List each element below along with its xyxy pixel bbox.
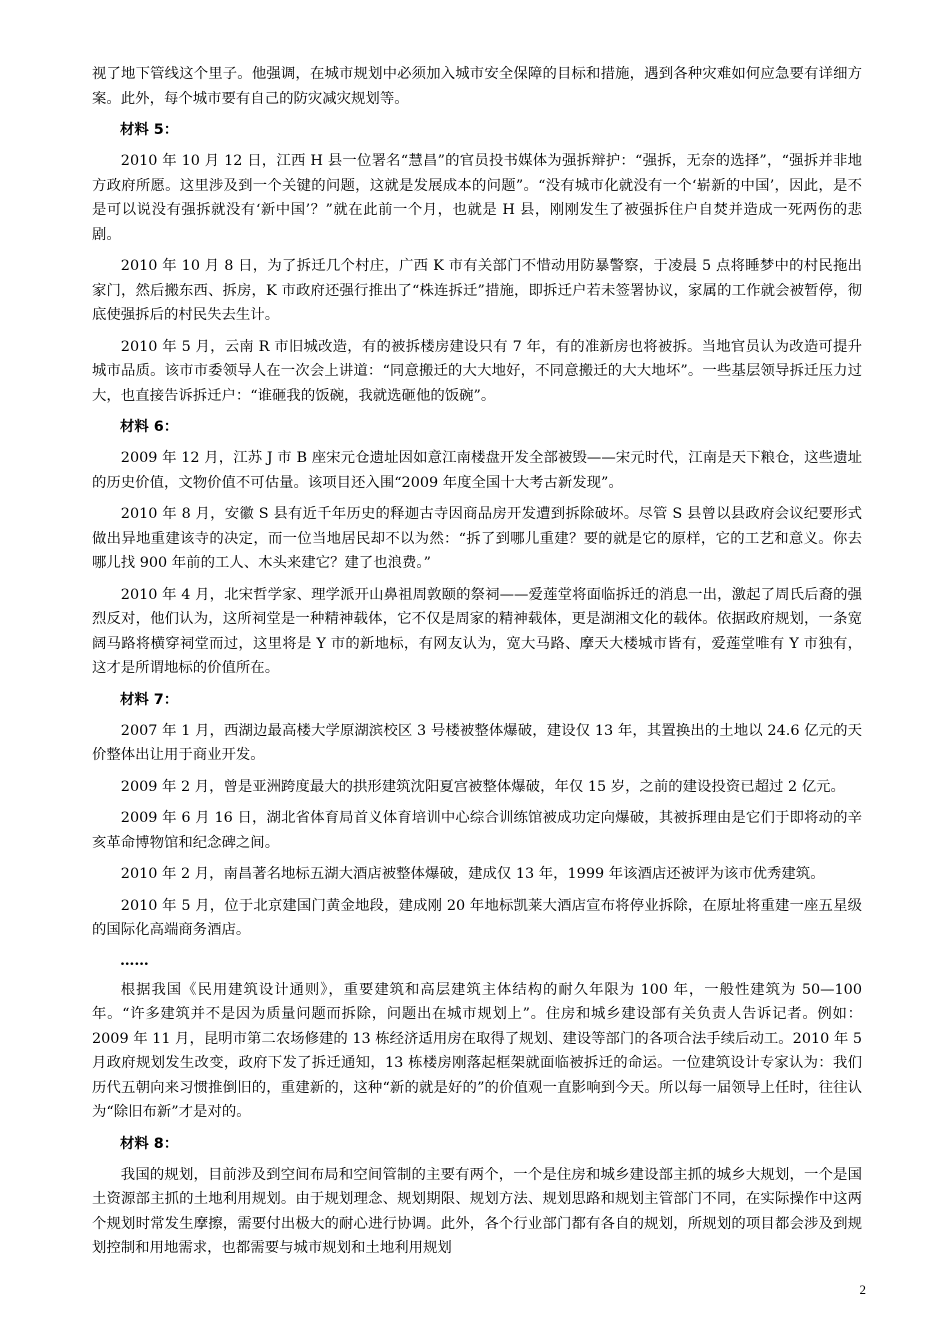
material-5-paragraph-1: 2010 年 10 月 12 日，江西 H 县一位署名“慧昌”的官员投书媒体为强拆辩护：“强拆，无奈的选择”，“强拆并非地方政府所愿。这里涉及到一个关键的问题，这就是发展成本的问题”。“没有城市化就没有一个‘崭新的中国’，因此，是不是可以说没有强拆就没有‘新中国’？”就在此前一个月，也就是 H 县，刚刚发生了被强拆住户自焚并造成一死两伤的悲剧。 [92,153,862,243]
material-5-heading: 材料 5： [120,122,179,138]
intro-paragraph: 视了地下管线这个里子。他强调，在城市规划中必须加入城市安全保障的目标和措施，遇到各种灾难如何应急要有详细方案。此外，每个城市要有自己的防灾减灾规划等。 [92,66,862,107]
material-8-heading: 材料 8： [120,1135,179,1152]
material-5-paragraph-3: 2010 年 5 月，云南 R 市旧城改造，有的被拆楼房建设只有 7 年，有的准新房也将被拆。当地官员认为改造可提升城市品质。该市市委领导人在一次会上讲道：“同意搬迁的大大地好，不同意搬迁的大大地坏”。一些基层领导拆迁压力过大，也直接告诉拆迁户：“谁砸我的饭碗，我就选砸他的饭碗”。 [92,338,862,404]
page-number: 2 [859,1282,866,1297]
material-8-paragraph-1: 我国的规划，目前涉及到空间布局和空间管制的主要有两个，一个是住房和城乡建设部主抓的城乡大规划，一个是国土资源部主抓的土地利用规划。由于规划理念、规划期限、规划方法、规划思路和规划主管部门不同，在实际操作中这两个规划时常发生摩擦，需要付出极大的耐心进行协调。此外，各个行业部门都有各自的规划，所规划的项目都会涉及到规划控制和用地需求，也都需要与城市规划和土地利用规划 [92,1166,862,1256]
ellipsis: …… [120,951,149,969]
material-7-paragraph-5: 2010 年 5 月，位于北京建国门黄金地段，建成刚 20 年地标凯莱大酒店宣布将停业拆除，在原址将重建一座五星级的国际化高端商务酒店。 [92,897,862,938]
material-7-paragraph-1: 2007 年 1 月，西湖边最高楼大学原湖滨校区 3 号楼被整体爆破，建设仅 13 年，其置换出的土地以 24.6 亿元的天价整体出让用于商业开发。 [92,722,862,763]
material-7-paragraph-3: 2009 年 6 月 16 日，湖北省体育局首义体育培训中心综合训练馆被成功定向爆破，其被拆理由是它们于即将动的辛亥革命博物馆和纪念碑之间。 [92,810,862,851]
material-5-paragraph-2: 2010 年 10 月 8 日，为了拆迁几个村庄，广西 K 市有关部门不惜动用防暴警察，于凌晨 5 点将睡梦中的村民拖出家门，然后搬东西、拆房，K 市政府还强行推出了“株连拆迁”措施，即拆迁户若未签署协议，家属的工作就会被暂停，彻底使强拆后的村民失去生计。 [92,258,862,323]
material-6-paragraph-3: 2010 年 4 月，北宋哲学家、理学派开山鼻祖周敦颐的祭祠——爱莲堂将面临拆迁的消息一出，激起了周氏后裔的强烈反对，他们认为，这所祠堂是一种精神载体，它不仅是周家的精神载体，更是湖湘文化的载体。依据政府规划，一条宽阔马路将横穿祠堂而过，这里将是 Y 市的新地标，有网友认为，宽大马路、摩天大楼城市皆有，爱莲堂唯有 Y 市独有，这才是所谓地标的价值所在。 [92,586,862,676]
material-7-paragraph-2: 2009 年 2 月，曾是亚洲跨度最大的拱形建筑沈阳夏宫被整体爆破，年仅 15 岁，之前的建设投资已超过 2 亿元。 [120,778,845,795]
material-6-paragraph-1: 2009 年 12 月，江苏 J 市 B 座宋元仓遗址因如意江南楼盘开发全部被毁——宋元时代，江南是天下粮仓，这些遗址的历史价值，文物价值不可估量。该项目还入围“2009 年度全国十大考古新发现”。 [92,450,862,491]
material-7-heading: 材料 7： [120,691,179,708]
material-6-paragraph-2: 2010 年 8 月，安徽 S 县有近千年历史的释迦古寺因商品房开发遭到拆除破坏。尽管 S 县曾以县政府会议纪要形式做出异地重建该寺的决定，而一位当地居民却不以为然：“拆了到哪儿重建？要的就是它的原样，它的工艺和意义。你去哪儿找 900 年前的工人、木头来建它？建了也浪费。” [92,506,862,571]
document-body [92,62,862,1268]
material-7-closing-paragraph: 根据我国《民用建筑设计通则》，重要建筑和高层建筑主体结构的耐久年限为 100 年，一般性建筑为 50—100 年。“许多建筑并不是因为质量问题而拆除，问题出在城市规划上”。住房和城乡建设部有关负责人告诉记者。例如：2009 年 11 月，昆明市第二农场修建的 13 栋经济适用房在取得了规划、建设等部门的各项合法手续后动工。2010 年 5 月政府规划发生改变，政府下发了拆迁通知，13 栋楼房刚落起框架就面临被拆迁的命运。一位建筑设计专家认为：我们历代五朝向来习惯推倒旧的，重建新的，这种“新的就是好的”的价值观一直影响到今天。所以每一届领导上任时，往往认为“除旧布新”才是对的。 [92,981,862,1120]
material-6-heading: 材料 6： [120,419,179,435]
material-7-paragraph-4: 2010 年 2 月，南昌著名地标五湖大酒店被整体爆破，建成仅 13 年，1999 年该酒店还被评为该市优秀建筑。 [120,866,825,882]
